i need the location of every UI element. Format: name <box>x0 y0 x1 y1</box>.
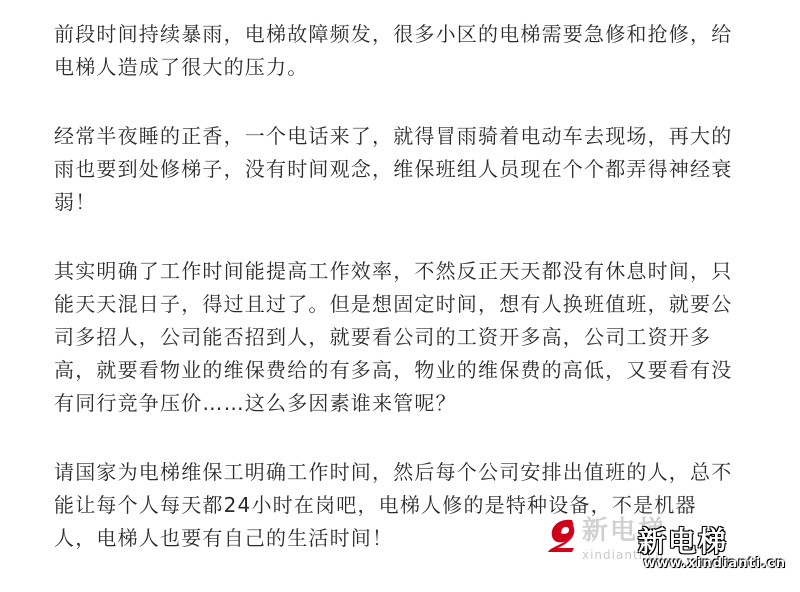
text-line: 人，电梯人也要有自己的生活时间！ <box>54 526 394 550</box>
text-line: 司多招人，公司能否招到人，就要看公司的工资开多高，公司工资开多 <box>54 325 712 349</box>
text-line: 能让每个人每天都24小时在岗吧，电梯人修的是特种设备，不是机器 <box>54 493 697 517</box>
text-line: 电梯人造成了很大的压力。 <box>54 55 309 79</box>
article-body <box>54 18 754 591</box>
text-line: 能天天混日子，得过且过了。但是想固定时间，想有人换班值班，就要公 <box>54 292 733 316</box>
brand-logo-icon <box>542 514 586 558</box>
watermark-ghost-url: xindianti.cn <box>582 548 665 562</box>
site-watermark <box>542 510 792 580</box>
text-line: 高，就要看物业的维保费给的有多高，物业的维保费的高低，又要看有没 <box>54 358 733 382</box>
paragraph <box>54 120 754 219</box>
text-line: 雨也要到处修梯子，没有时间观念，维保班组人员现在个个都弄得神经衰 <box>54 157 733 181</box>
text-line: 有同行竞争压价……这么多因素谁来管呢？ <box>54 391 457 415</box>
text-line: 弱！ <box>54 190 97 214</box>
watermark-url: www.xindianti.cn <box>643 556 786 571</box>
paragraph <box>54 18 754 84</box>
text-line: 经常半夜睡的正香，一个电话来了，就得冒雨骑着电动车去现场，再大的 <box>54 124 733 148</box>
text-line: 其实明确了工作时间能提高工作效率，不然反正天天都没有休息时间，只 <box>54 259 733 283</box>
text-line: 前段时间持续暴雨，电梯故障频发，很多小区的电梯需要急修和抢修，给 <box>54 22 733 46</box>
watermark-ghost-text: 新电梯 <box>582 516 667 546</box>
watermark-brand-text: 新电梯 <box>638 525 729 558</box>
paragraph <box>54 255 754 420</box>
text-line: 请国家为电梯维保工明确工作时间，然后每个公司安排出值班的人，总不 <box>54 460 733 484</box>
